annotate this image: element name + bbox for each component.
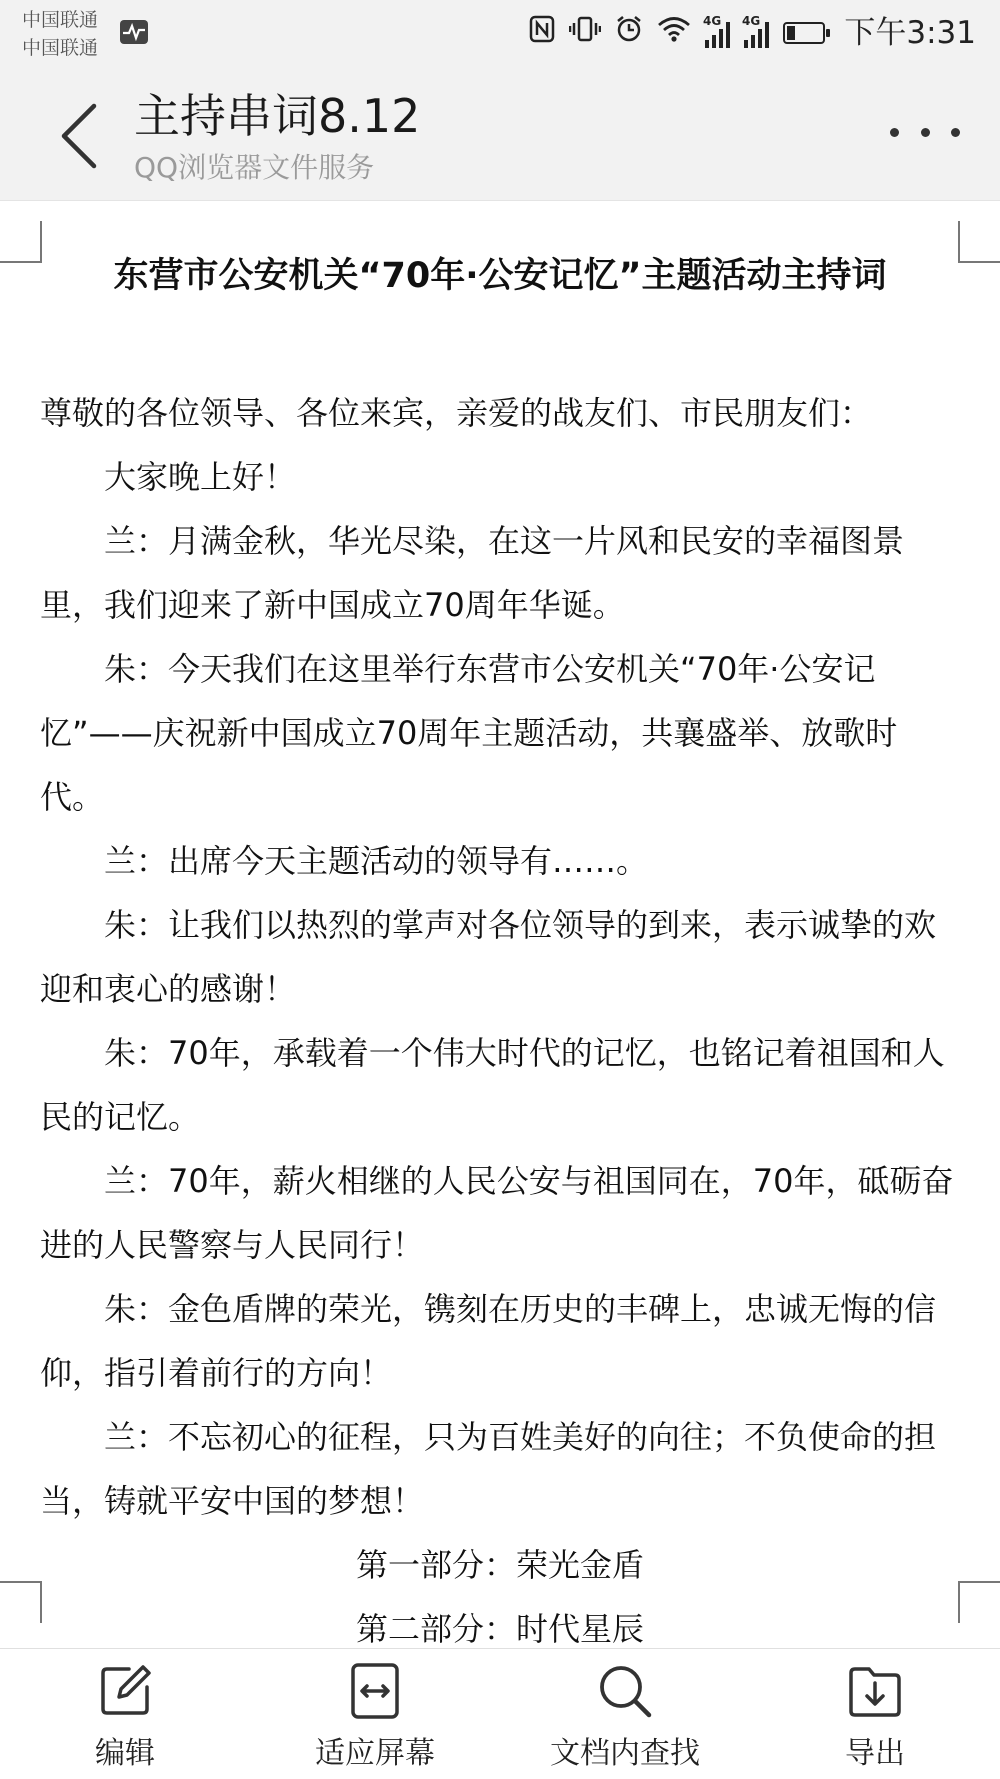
find-in-document-button[interactable] — [500, 1649, 750, 1779]
find-in-document-label: 文档内查找 — [550, 1736, 700, 1771]
battery-icon — [783, 22, 825, 44]
section-heading-2: 第二部分：时代星辰 — [355, 1610, 644, 1648]
carrier-2-label: 中国联通 — [22, 37, 99, 59]
status-icons — [529, 16, 825, 50]
document-body — [40, 381, 960, 1661]
app-header — [0, 66, 1000, 200]
signal-strength-icon-1 — [703, 14, 730, 48]
status-bar — [0, 0, 1000, 66]
status-time: 下午3:31 — [844, 15, 976, 51]
more-options-button[interactable] — [890, 112, 960, 152]
page-subtitle: QQ浏览器文件服务 — [134, 151, 375, 184]
crop-mark-bottom-right — [958, 1581, 1000, 1623]
vibrate-icon — [569, 15, 601, 52]
activity-monitor-icon — [120, 20, 148, 44]
chevron-left-icon — [52, 96, 112, 176]
more-dot-icon — [921, 128, 930, 137]
paragraph: 兰：出席今天主题活动的领导有……。 — [104, 842, 649, 880]
edit-icon — [93, 1659, 157, 1723]
paragraph-greeting: 尊敬的各位领导、各位来宾，亲爱的战友们、市民朋友们： — [40, 394, 873, 432]
export-label: 导出 — [845, 1736, 905, 1771]
crop-mark-bottom-left — [0, 1581, 42, 1623]
nfc-icon — [529, 15, 555, 52]
paragraph: 大家晚上好！ — [104, 458, 297, 496]
more-dot-icon — [890, 128, 899, 137]
network-type-1: 4G — [703, 14, 722, 28]
paragraph: 兰：月满金秋，华光尽染，在这一片风和民安的幸福图景里，我们迎来了新中国成立70周年华诞。 — [40, 522, 905, 624]
more-dot-icon — [951, 128, 960, 137]
fit-screen-button[interactable] — [250, 1649, 500, 1779]
fit-screen-icon — [343, 1659, 407, 1723]
document-heading: 东营市公安机关“70年·公安记忆”主题活动主持词 — [113, 256, 887, 296]
battery-level — [787, 26, 795, 40]
section-heading-1: 第一部分：荣光金盾 — [355, 1546, 644, 1584]
bottom-toolbar — [0, 1648, 1000, 1779]
paragraph: 朱：今天我们在这里举行东营市公安机关“70年·公安记忆”——庆祝新中国成立70周年主题活动，共襄盛举、放歌时代。 — [40, 650, 898, 816]
edit-label: 编辑 — [95, 1736, 155, 1771]
search-icon — [593, 1659, 657, 1723]
export-folder-icon — [843, 1659, 907, 1723]
document-viewer[interactable] — [0, 200, 1000, 1649]
network-type-2: 4G — [742, 14, 761, 28]
paragraph: 朱：70年，承载着一个伟大时代的记忆，也铭记着祖国和人民的记忆。 — [40, 1034, 945, 1136]
paragraph: 朱：让我们以热烈的掌声对各位领导的到来，表示诚挚的欢迎和衷心的感谢！ — [40, 906, 937, 1008]
paragraph: 兰：不忘初心的征程，只为百姓美好的向往；不负使命的担当，铸就平安中国的梦想！ — [40, 1418, 937, 1520]
page-title: 主持串词8.12 — [134, 89, 421, 143]
signal-strength-icon-2 — [742, 14, 769, 48]
carrier-1-label: 中国联通 — [22, 9, 99, 31]
carrier-info — [22, 6, 98, 62]
paragraph: 兰：70年，薪火相继的人民公安与祖国同在，70年，砥砺奋进的人民警察与人民同行！ — [40, 1162, 954, 1264]
fit-screen-label: 适应屏幕 — [315, 1736, 435, 1771]
paragraph: 朱：金色盾牌的荣光，镌刻在历史的丰碑上，忠诚无悔的信仰，指引着前行的方向！ — [40, 1290, 937, 1392]
export-button[interactable] — [750, 1649, 1000, 1779]
back-button[interactable] — [52, 96, 112, 176]
alarm-icon — [615, 15, 643, 52]
wifi-icon — [657, 15, 691, 52]
edit-button[interactable] — [0, 1649, 250, 1779]
